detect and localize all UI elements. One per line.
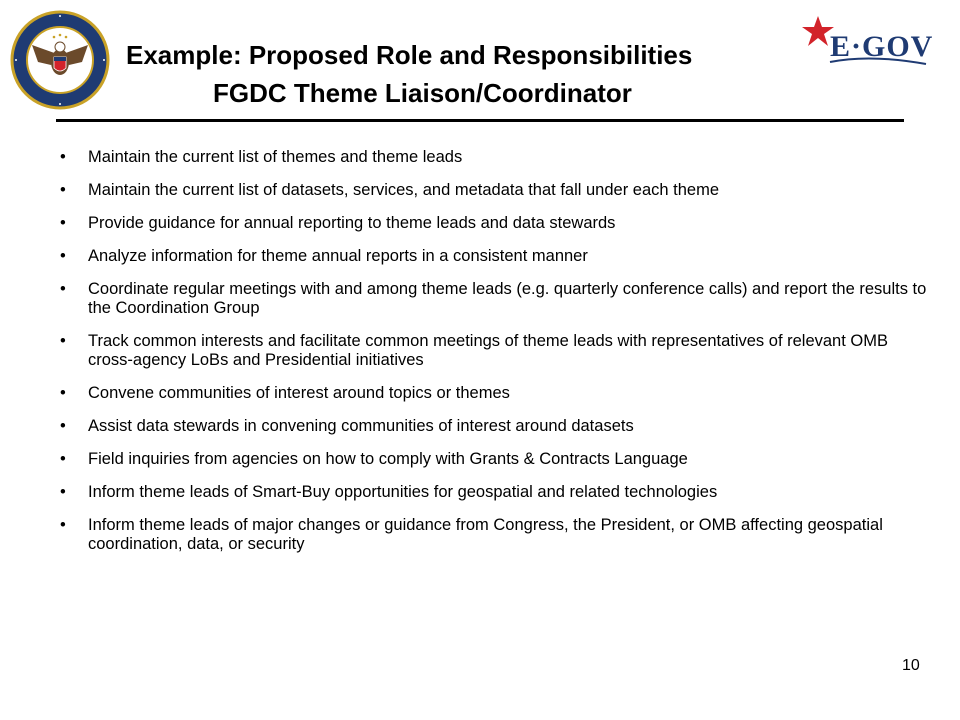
bullet-list <box>60 148 930 568</box>
bullet-icon: • <box>60 280 66 298</box>
bullet-icon: • <box>60 148 66 166</box>
bullet-text: Track common interests and facilitate common meetings of theme leads with representatives of relevant OMB cross-agency LoBs and Presidential initiatives <box>88 332 888 369</box>
bullet-icon: • <box>60 332 66 350</box>
list-item <box>60 516 930 554</box>
list-item <box>60 181 930 200</box>
bullet-text: Provide guidance for annual reporting to theme leads and data stewards <box>88 214 616 232</box>
egov-logo: E·GOV <box>830 30 934 63</box>
list-item <box>60 247 930 266</box>
bullet-icon: • <box>60 247 66 265</box>
page-number: 10 <box>902 657 920 674</box>
list-item <box>60 332 930 370</box>
bullet-text: Field inquiries from agencies on how to comply with Grants & Contracts Language <box>88 450 688 468</box>
bullet-icon: • <box>60 181 66 199</box>
list-item <box>60 483 930 502</box>
bullet-icon: • <box>60 214 66 232</box>
bullet-text: Inform theme leads of major changes or guidance from Congress, the President, or OMB affecting geospatial coordination, data, or security <box>88 516 883 553</box>
bullet-text: Analyze information for theme annual reports in a consistent manner <box>88 247 588 265</box>
list-item <box>60 384 930 403</box>
bullet-icon: • <box>60 450 66 468</box>
list-item <box>60 280 930 318</box>
presidential-seal-logo <box>10 10 110 110</box>
bullet-text: Convene communities of interest around topics or themes <box>88 384 510 402</box>
title-line-1: Example: Proposed Role and Responsibilities <box>126 40 693 70</box>
bullet-icon: • <box>60 516 66 534</box>
list-item <box>60 148 930 167</box>
list-item <box>60 214 930 233</box>
list-item <box>60 450 930 469</box>
bullet-text: Assist data stewards in convening communities of interest around datasets <box>88 417 634 435</box>
bullet-text: Maintain the current list of themes and theme leads <box>88 148 463 166</box>
bullet-text: Coordinate regular meetings with and among theme leads (e.g. quarterly conference calls) and report the results to the Coordination Group <box>88 280 927 317</box>
title-divider <box>56 119 904 122</box>
list-item <box>60 417 930 436</box>
bullet-icon: • <box>60 483 66 501</box>
bullet-icon: • <box>60 417 66 435</box>
bullet-text: Maintain the current list of datasets, services, and metadata that fall under each theme <box>88 181 720 199</box>
bullet-text: Inform theme leads of Smart-Buy opportunities for geospatial and related technologies <box>88 483 718 501</box>
bullet-icon: • <box>60 384 66 402</box>
title-line-2: FGDC Theme Liaison/Coordinator <box>213 78 632 108</box>
